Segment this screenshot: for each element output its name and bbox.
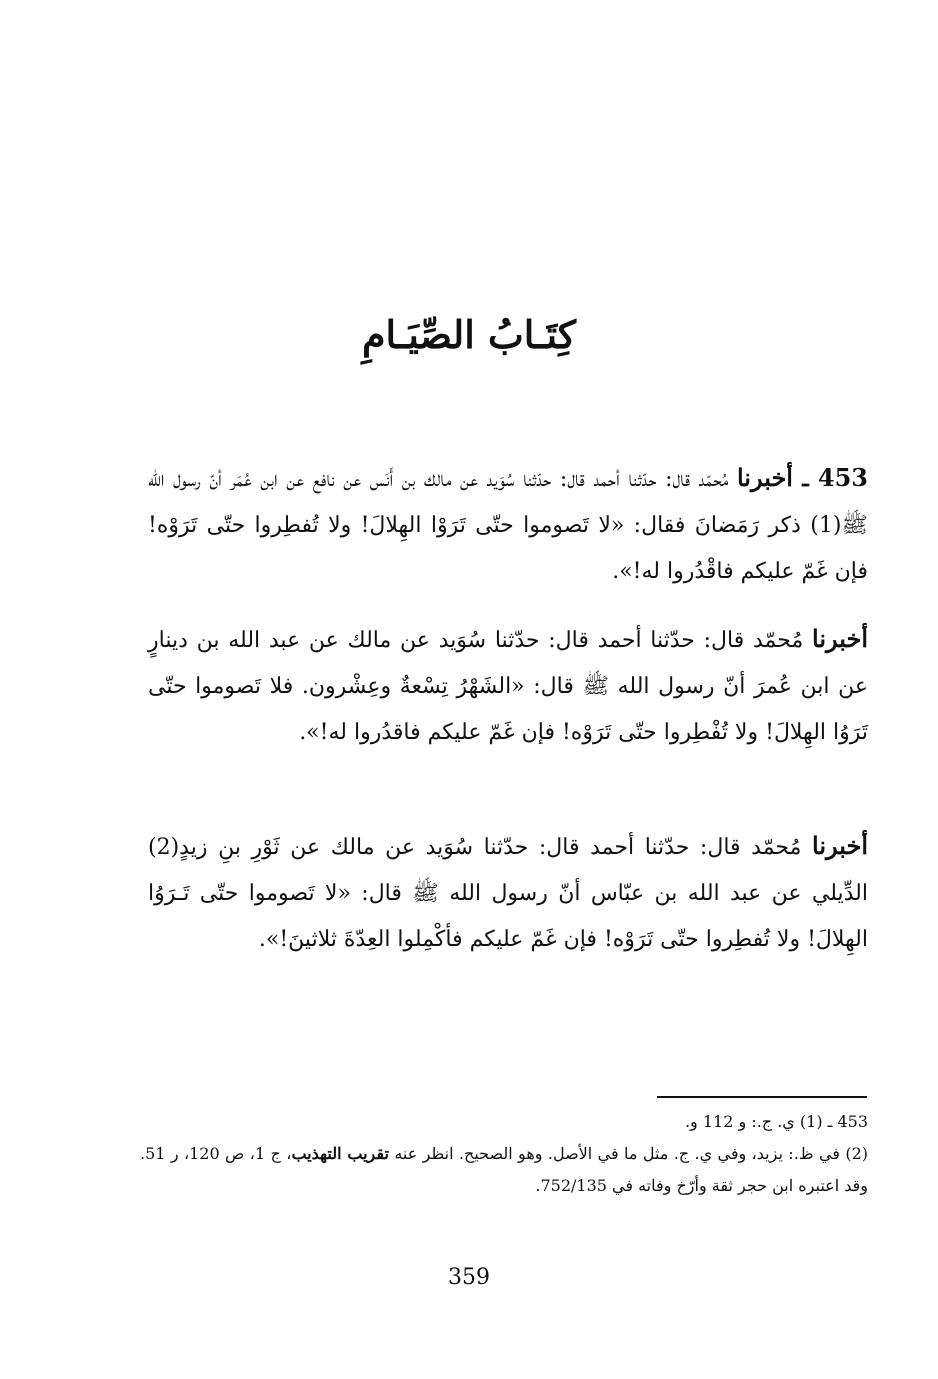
footnote-2-reference: ، ج 1، ص 120، ر 51. وقد اعتبره ابن حجر ثقة وأرّخ وفاته في 752/135. [140,1144,868,1195]
footnote-1: 453 ـ (1) ي. ج.: و 112 و. [684,1112,868,1131]
chapter-title: كِتَـابُ الصِّيَـامِ [361,312,577,357]
hadith-lead-word: أخبرنا [736,463,793,492]
hadith-text: مُحمّد قال: حدّثنا أحمد قال: حدّثنا سُوَيد عن مالك عن عبد الله بن دينارٍ عن ابن عُمرَ أنّ رسول الله ﷺ قال: «الشَهْرُ تِسْعةٌ وعِشْرون. فلا تَصوموا حتّى تَرَوُا الهِلالَ! ولا تُفْطِروا حتّى تَرَوْه! فإن غَمّ عليكم فاقدُروا له!». [148,628,868,745]
page-number: 359 [448,1265,490,1290]
footnote-divider [657,1096,867,1098]
footnote-2 [140,1138,868,1202]
hadith-lead-word: أخبرنا [812,831,868,860]
hadith-number-separator: ـ [792,466,818,492]
hadith-text: مُحمّد قال: حدّثنا أحمد قال: حدّثنا سُوَيد عن مالك عن ثَوْرِ بنِ زيدٍ(2) الدِّيلي عن عبد الله بن عبّاس أنّ رسول الله ﷺ قال: «لا تَصوموا حتّى تَـرَوُا الهِلالَ! ولا تُفطِروا حتّى تَرَوْه! فإن غَمّ عليكم فأكْمِلوا العِدّةَ ثلاثينَ!». [148,835,868,952]
hadith-paragraph [148,616,868,756]
hadith-paragraph [148,823,868,963]
hadith-lead-word: أخبرنا [812,624,868,653]
footnote-2-book-title: تقريب التهذيب [291,1144,389,1163]
hadith-text: مُحمّد قال: حدّثنا أحمد قال: حدّثنا سُوَيد عن مالك بن أَنَس عن نافع عن ابن عُمَر أنّ رسول الله ﷺ(1) ذكر رَمَضانَ فقال: «لا تَصوموا حتّى تَرَوْا الهِلالَ! ولا تُفطِروا حتّى تَرَوْه! فإن غَمّ عليكم فاقْدُروا له!». [148,467,868,584]
footnotes [140,1106,868,1202]
hadith-number: 453 [817,463,869,492]
footnote-2-text: (2) في ظ.: يزيد، وفي ي. ج. مثل ما في الأصل. وهو الصحيح. انظر عنه [388,1144,869,1163]
hadith-paragraph [148,455,868,595]
